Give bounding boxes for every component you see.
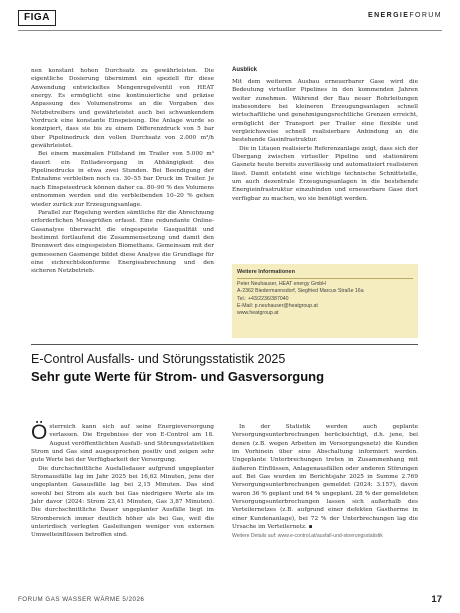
section-label-rest: FORUM [409,12,442,19]
info-box-contact [237,281,364,317]
drop-cap: Ö [31,421,48,444]
article-kicker: E-Control Ausfalls- und Störungsstatistik 2025 [31,352,286,366]
upper-right-paragraph: Die in Litauen realisierte Referenzanlage zeigt, dass sich der Übergang zwischen virtueller Pipeline und stationärem Gasnetz heute bereits zuverlässig und automatisiert realisieren lässt. Damit entsteht eine wichtige technische Schnittstelle, um auch dezentrale Erzeugungsanlagen in die bestehende Energieinfrastruktur einzubinden und erneuerbare Gase dort verfügbar zu machen, wo sie benötigt werden. [232,145,418,202]
article-lead-text: sterreich kann sich auf seine Energieversorgung verlassen. Die Ergebnisse der von E-Control am 18. August veröffentlichten Ausfall- und Störungsstatistiken Strom und Gas sind ausgesprochen positiv und zeigen sehr gute Werte bei der Verfügbarkeit der Versorgung. [31,424,214,464]
upper-right-column [232,67,418,203]
magazine-logo: FIGA [18,10,56,26]
article-right-paragraph: In der Statistik werden auch geplante Versorgungsunterbrechungen berücksichtigt, d.h. jene, bei denen (z.B. wegen Arbeiten im Versorgungsnetz) die Kunden im Vorhinein über eine Abschaltung informiert werden. Ungeplante Unterbrechungen treten in Zusammenhang mit äußeren Einflüssen, Anlagenausfällen oder anderen Störungen auf. Bei Gas wurden im Berichtsjahr 2025 in Summe 2.769 Versorgungsunterbrechungen gemeldet (2024: 3.157), davon waren 36 % geplant und 64 % ungeplant. 28 % der gemeldeten Versorgungsunterbrechungen lassen sich außerhalb des Verteilernetzes (z.B. aufgrund einer defekten Gastherme in einer Kundenanlage), bei 72 % der Unterbrechungen lag die Ursache im Verteilernetz. ▪ [232,424,418,531]
section-label [368,12,442,19]
article-source-note[interactable]: Weitere Details auf: www.e-control.at/ausfall-und-stoerungsstatistik [232,533,383,540]
article-right-column [232,423,418,540]
outlook-heading: Ausblick [232,67,258,73]
info-box [232,264,418,338]
article-left-paragraph: Die durchschnittliche Ausfallsdauer aufgrund ungeplanter Stromausfälle lag im Jahr 2025 bei 16,62 Minuten, jene der ungeplanten Gasausfälle lag bei 2,15 Minuten. Das sind sowohl bei Strom als auch bei Gas niedrigere Werte als im Jahr davor (2024: Strom 23,41 Minuten, Gas 3,87 Minuten). Die durchschnittliche Dauer ungeplanter Ausfälle liegt im Strombereich immer deutlich höher als bei Gas, weil die unterirdisch verlegten Gasleitungen weniger von externen Umwelteinflüssen betroffen sind. [31,465,214,539]
info-box-title: Weitere Informationen [237,269,295,275]
info-contact-email[interactable]: E-Mail: p.neuhauser@heatgroup.at [237,302,318,309]
info-contact-name: Peter Neuhauser, HEAT energy GmbH [237,281,326,287]
info-box-divider [237,278,413,279]
info-contact-address: A-2362 Biedermannsdorf, Siegfried Marcus Straße 16a [237,288,364,295]
upper-left-paragraph: Bei einem maximalen Füllstand im Trailer von 5.000 m³ dauert ein Entladevorgang in Abhängigkeit des Pipelinedrucks in etwa zwei Stunden. Bei Beendigung der Entnahme verbleiben noch ca. 30–55 bar Druck im Trailer. Je nach Einspeisedruck können daher ca. 80–90 % des Volumens entnommen werden und die verbleibenden 10–20 % gehen wieder zurück zur Erzeugungsanlage. [31,151,214,208]
footer-publication: FORUM GAS WASSER WÄRME 5/2026 [18,596,145,603]
upper-left-column [31,67,214,276]
page-number: 17 [431,594,442,605]
upper-left-paragraph: nen konstant hohen Durchsatz zu gewährleisten. Die eigentliche Dosierung übernimmt ein speziell für diese Anwendung entwickeltes Mengenregelventil von HEAT energy. Es ermöglicht eine kontinuierliche und präzise Anpassung des Volumenstroms an die Vorgaben des Netzbetreibers und gewährleistet auch bei schwankendem Vordruck eine konstante Einspeisung. Die Anlage wurde so konzipiert, dass sie bis zu einem Differenzdruck von 5 bar über Pipelinedruck den vollen Durchsatz von 2.000 m³/h gewährleistet. [31,68,214,150]
info-contact-phone: Tel.: +43/2236/387040 [237,295,289,302]
section-label-bold: ENERGIE [368,12,410,19]
article-headline: Sehr gute Werte für Strom- und Gasversorgung [31,369,325,384]
info-contact-website[interactable]: www.heatgroup.at [237,310,279,317]
header-divider [18,30,442,31]
article-divider [31,344,418,345]
upper-right-paragraph: Mit dem weiteren Ausbau erneuerbarer Gase wird die Bedeutung virtueller Pipelines in den kommenden Jahren weiter zunehmen. Während der Bau neuer Rohrleitungen insbesondere bei kleineren Erzeugungsanlagen schnell wirtschaftliche und genehmigungsrechtliche Grenzen erreicht, ermöglicht der Transport per Trailer eine flexible und vergleichsweise schnell realisierbare Anbindung an die bestehende Gasinfrastruktur. [232,79,418,144]
article-left-column [31,423,214,540]
article-lead-paragraph [31,423,214,465]
upper-left-paragraph: Parallel zur Regelung werden sämtliche für die Abrechnung erforderlichen Messgrößen erfasst. Eine redundante Online-Gasanalyse überwacht die eingespeiste Gasqualität und bestimmt fortlaufend die Zusammensetzung und damit den Brennwert des eingespeisten Biomethans. Gemeinsam mit der gemessenen Gasmenge bildet diese Analyse die Grundlage für eine eichrechtskonforme Energieabrechnung und den sicheren Netzbetrieb. [31,209,214,275]
